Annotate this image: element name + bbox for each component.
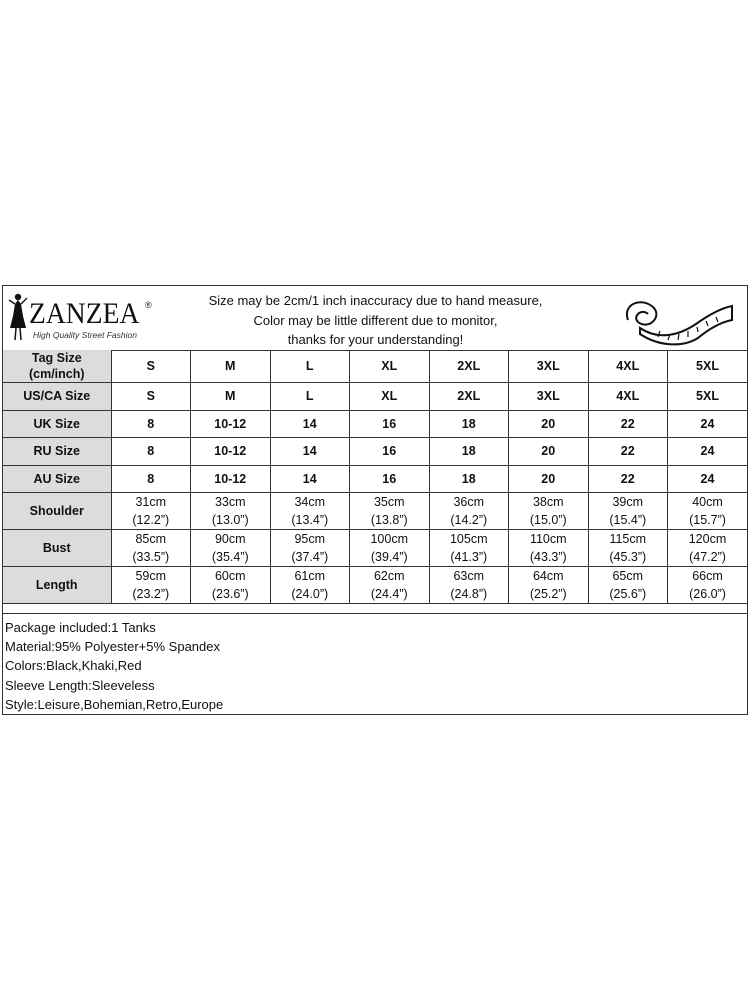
row-header-label: AU Size: [33, 471, 81, 486]
row-header-label: Tag Size: [31, 351, 82, 365]
cm-value: 60cm: [214, 569, 246, 583]
size-cell: 4XL: [588, 350, 668, 383]
size-cell: [350, 567, 430, 604]
size-cell: L: [270, 383, 350, 411]
cm-value: 115cm: [609, 532, 647, 546]
inch-value: (14.2”): [450, 513, 488, 527]
product-details: [3, 613, 747, 714]
detail-line: Colors:Black,Khaki,Red: [5, 658, 142, 674]
size-cell: [191, 530, 271, 567]
size-cell: 16: [350, 410, 430, 438]
size-cell: 24: [668, 438, 748, 466]
detail-line: Package included:1 Tanks: [5, 620, 156, 635]
size-cell: 3XL: [509, 350, 589, 383]
size-cell: XL: [350, 383, 430, 411]
inch-value: (45.3”): [609, 550, 647, 564]
inch-value: (26.0”): [689, 587, 726, 601]
size-cell: 14: [270, 465, 350, 493]
cm-value: 95cm: [294, 532, 326, 546]
size-cell: 10-12: [191, 410, 271, 438]
size-cell: [191, 493, 271, 530]
size-cell: [668, 493, 748, 530]
size-cell: [350, 530, 430, 567]
row-header-label: Length: [35, 578, 78, 592]
row-header-label: RU Size: [33, 444, 81, 459]
row-header: [3, 493, 111, 530]
size-cell: 16: [350, 438, 430, 466]
size-cell: 3XL: [509, 383, 589, 411]
table-row: [3, 567, 747, 604]
size-cell: 18: [429, 438, 509, 466]
size-cell: 8: [111, 410, 191, 438]
fashion-figure-icon: [7, 292, 29, 342]
cm-value: 85cm: [135, 532, 167, 546]
size-chart: [2, 285, 748, 715]
size-cell: 18: [429, 410, 509, 438]
table-row: [3, 530, 747, 567]
row-header: [3, 350, 111, 383]
inch-value: (25.6”): [609, 587, 647, 601]
size-cell: XL: [350, 350, 430, 383]
size-cell: 20: [509, 410, 589, 438]
inch-value: (13.8”): [370, 513, 408, 527]
inch-value: (41.3”): [450, 550, 488, 564]
inch-value: (24.0”): [291, 587, 329, 601]
size-cell: [429, 567, 509, 604]
size-cell: [429, 493, 509, 530]
row-header: [3, 567, 111, 604]
size-cell: 18: [429, 465, 509, 493]
size-cell: 8: [111, 438, 191, 466]
size-cell: [668, 567, 748, 604]
cm-value: 34cm: [294, 495, 326, 509]
size-cell: S: [111, 350, 191, 383]
cm-value: 110cm: [529, 532, 567, 546]
size-cell: [350, 493, 430, 530]
cm-value: 65cm: [612, 569, 644, 583]
size-cell: 20: [509, 465, 589, 493]
brand-tagline: High Quality Street Fashion: [33, 330, 137, 340]
size-cell: [668, 530, 748, 567]
cm-value: 61cm: [294, 569, 326, 583]
size-cell: [588, 530, 668, 567]
brand-logo: [7, 292, 157, 346]
registered-mark: ®: [145, 300, 152, 310]
cm-value: 120cm: [688, 532, 727, 546]
cm-value: 90cm: [214, 532, 246, 546]
row-header-label: US/CA Size: [23, 389, 91, 404]
size-cell: [270, 493, 350, 530]
table-row: [3, 350, 747, 383]
inch-value: (43.3”): [529, 550, 567, 564]
cm-value: 59cm: [135, 569, 167, 583]
size-table: [3, 350, 747, 604]
inch-value: (24.4”): [370, 587, 408, 601]
notice-line: thanks for your understanding!: [287, 332, 464, 347]
size-cell: 14: [270, 438, 350, 466]
cm-value: 36cm: [453, 495, 485, 509]
size-cell: [588, 567, 668, 604]
size-cell: 10-12: [191, 438, 271, 466]
row-header-label: UK Size: [33, 416, 81, 431]
measurement-notice: [163, 291, 588, 350]
cm-value: 38cm: [532, 495, 564, 509]
table-row: [3, 465, 747, 493]
size-cell: L: [270, 350, 350, 383]
size-cell: [270, 530, 350, 567]
size-cell: 22: [588, 410, 668, 438]
cm-value: 35cm: [373, 495, 405, 509]
size-cell: [270, 567, 350, 604]
notice-line: Color may be little different due to monitor,: [253, 312, 498, 328]
inch-value: (15.0”): [529, 513, 567, 527]
inch-value: (39.4”): [370, 550, 408, 564]
row-header-label: Shoulder: [29, 504, 84, 518]
cm-value: 39cm: [612, 495, 644, 509]
inch-value: (37.4”): [291, 550, 329, 564]
size-cell: [111, 530, 191, 567]
detail-line: Sleeve Length:Sleeveless: [5, 677, 155, 693]
table-row: [3, 493, 747, 530]
row-header: [3, 383, 111, 411]
row-header-label: Bust: [42, 541, 71, 555]
table-row: [3, 410, 747, 438]
inch-value: (12.2”): [132, 513, 170, 527]
size-cell: 16: [350, 465, 430, 493]
size-cell: S: [111, 383, 191, 411]
size-cell: 2XL: [429, 383, 509, 411]
row-header: [3, 530, 111, 567]
size-cell: 20: [509, 438, 589, 466]
inch-value: (15.4”): [609, 513, 647, 527]
cm-value: 33cm: [214, 495, 246, 509]
size-cell: 2XL: [429, 350, 509, 383]
cm-value: 105cm: [449, 532, 488, 546]
size-cell: [111, 493, 191, 530]
row-header: [3, 410, 111, 438]
size-cell: 14: [270, 410, 350, 438]
size-cell: [509, 493, 589, 530]
table-row: [3, 383, 747, 411]
inch-value: (33.5”): [132, 550, 170, 564]
notice-line: Size may be 2cm/1 inch inaccuracy due to hand measure,: [208, 293, 543, 308]
size-cell: M: [191, 350, 271, 383]
row-header: [3, 465, 111, 493]
inch-value: (35.4”): [211, 550, 249, 564]
cm-value: 62cm: [373, 569, 405, 583]
size-cell: 4XL: [588, 383, 668, 411]
cm-value: 31cm: [135, 495, 167, 509]
size-cell: 22: [588, 438, 668, 466]
cm-value: 63cm: [453, 569, 485, 583]
inch-value: (13.4”): [291, 513, 329, 527]
inch-value: (15.7”): [689, 513, 726, 527]
row-header-label: (cm/inch): [28, 367, 85, 381]
inch-value: (47.2”): [689, 550, 726, 564]
size-cell: 10-12: [191, 465, 271, 493]
cm-value: 64cm: [532, 569, 564, 583]
row-header: [3, 438, 111, 466]
size-cell: 5XL: [668, 350, 748, 383]
cm-value: 66cm: [692, 569, 723, 583]
size-cell: [111, 567, 191, 604]
size-cell: 24: [668, 465, 748, 493]
size-cell: [191, 567, 271, 604]
inch-value: (13.0”): [211, 513, 249, 527]
inch-value: (23.6”): [211, 587, 249, 601]
inch-value: (23.2”): [132, 587, 170, 601]
detail-line: Style:Leisure,Bohemian,Retro,Europe: [5, 696, 224, 712]
inch-value: (24.8”): [450, 587, 488, 601]
cm-value: 40cm: [692, 495, 723, 509]
measuring-tape-icon: [618, 290, 738, 348]
size-cell: 5XL: [668, 383, 748, 411]
size-cell: [429, 530, 509, 567]
brand-name: ZANZEA: [29, 297, 140, 330]
size-cell: [509, 567, 589, 604]
inch-value: (25.2”): [529, 587, 567, 601]
detail-line: Material:95% Polyester+5% Spandex: [5, 639, 220, 655]
table-row: [3, 438, 747, 466]
size-cell: 8: [111, 465, 191, 493]
size-cell: 22: [588, 465, 668, 493]
size-cell: M: [191, 383, 271, 411]
cm-value: 100cm: [370, 532, 409, 546]
size-cell: [588, 493, 668, 530]
size-cell: 24: [668, 410, 748, 438]
chart-header: [3, 286, 747, 351]
size-cell: [509, 530, 589, 567]
